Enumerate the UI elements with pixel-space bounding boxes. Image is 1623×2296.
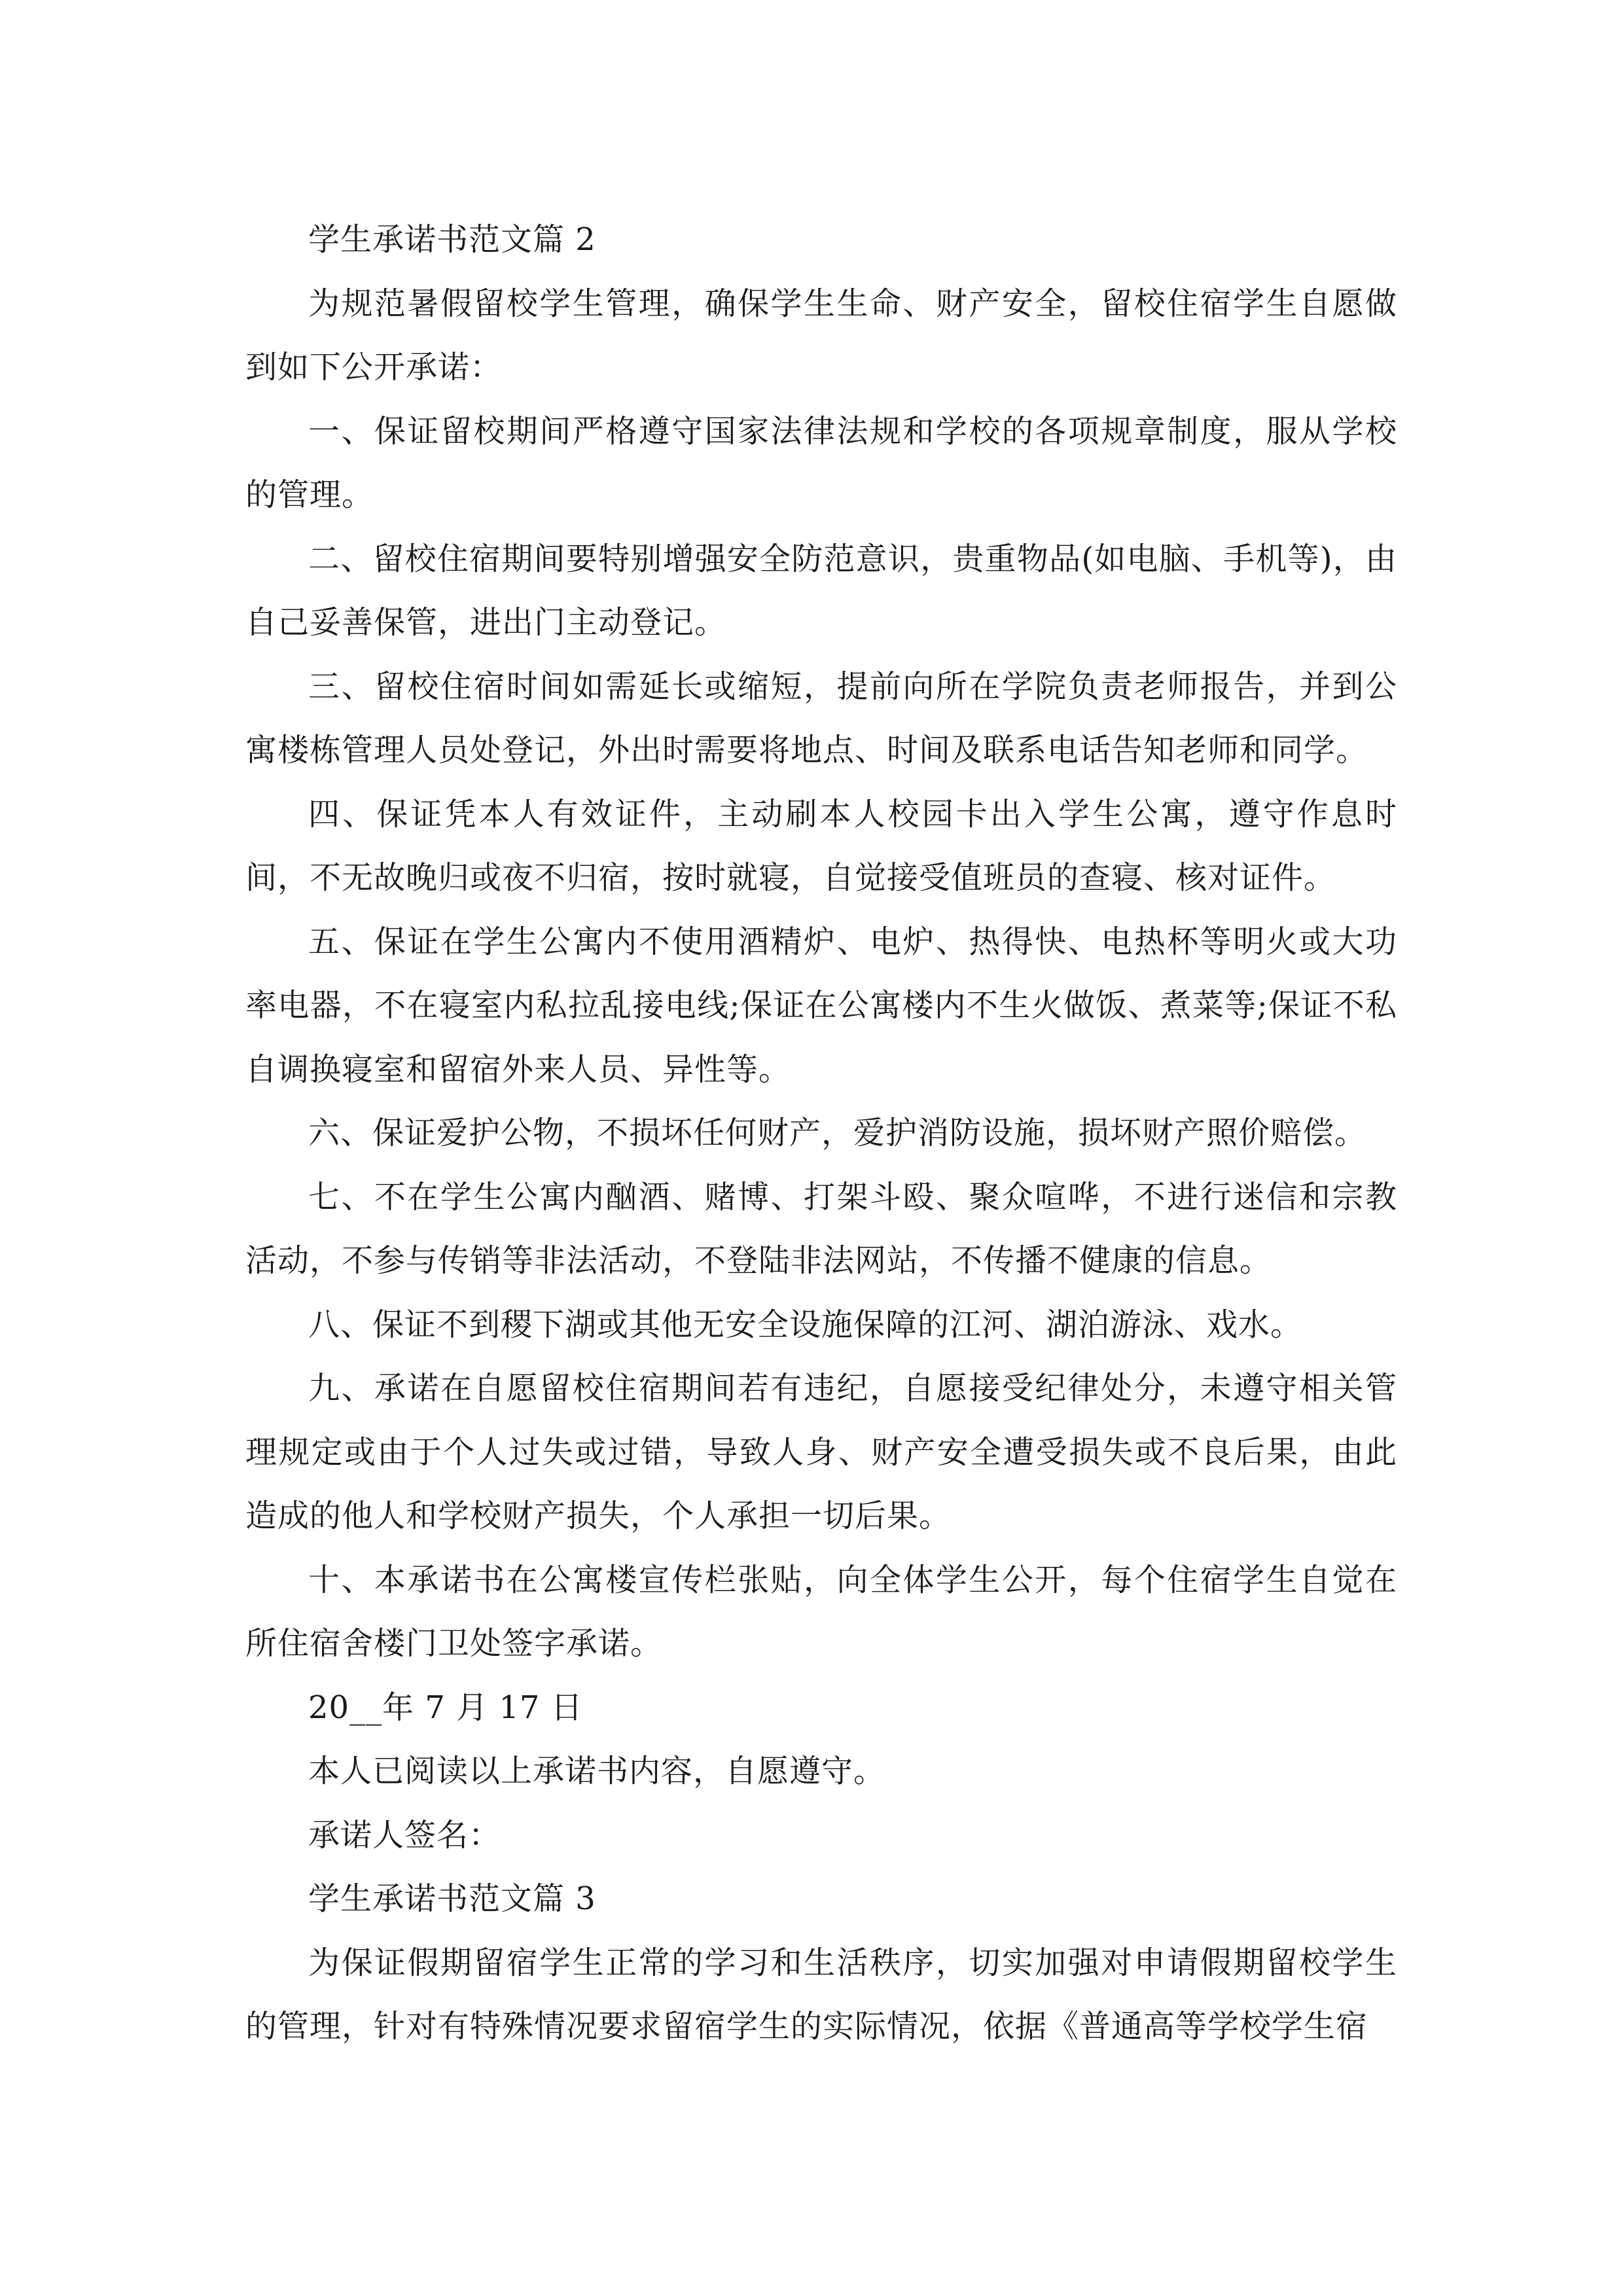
section-heading-2: 学生承诺书范文篇 2	[308, 221, 596, 258]
signature-line: 承诺人签名：	[308, 1816, 501, 1854]
document-body	[245, 208, 1397, 2059]
section-heading-3: 学生承诺书范文篇 3	[308, 1880, 596, 1917]
clause-5: 五、保证在学生公寓内不使用酒精炉、电炉、热得快、电热杯等明火或大功率电器，不在寝室内私拉乱接电线;保证在公寓楼内不生火做饭、煮菜等;保证不私自调换寝室和留宿外来人员、异性等。	[245, 923, 1397, 1088]
clause-2: 二、留校住宿期间要特别增强安全防范意识，贵重物品(如电脑、手机等)，由自己妥善保管，进出门主动登记。	[245, 540, 1397, 641]
section-3-intro: 为保证假期留宿学生正常的学习和生活秩序，切实加强对申请假期留校学生的管理，针对有特殊情况要求留宿学生的实际情况，依据《普通高等学校学生宿	[245, 1944, 1397, 2045]
acknowledgement-line: 本人已阅读以上承诺书内容，自愿遵守。	[308, 1753, 886, 1789]
intro-paragraph: 为规范暑假留校学生管理，确保学生生命、财产安全，留校住宿学生自愿做到如下公开承诺：	[245, 285, 1397, 386]
clause-8: 八、保证不到稷下湖或其他无安全设施保障的江河、湖泊游泳、戏水。	[308, 1306, 1303, 1343]
clause-9: 九、承诺在自愿留校住宿期间若有违纪，自愿接受纪律处分，未遵守相关管理规定或由于个人过失或过错，导致人身、财产安全遭受损失或不良后果，由此造成的他人和学校财产损失，个人承担一切后果。	[245, 1370, 1397, 1534]
clause-10: 十、本承诺书在公寓楼宣传栏张贴，向全体学生公开，每个住宿学生自觉在所住宿舍楼门卫处签字承诺。	[245, 1561, 1397, 1662]
clause-1: 一、保证留校期间严格遵守国家法律法规和学校的各项规章制度，服从学校的管理。	[245, 412, 1397, 513]
clause-7: 七、不在学生公寓内酗酒、赌博、打架斗殴、聚众喧哗，不进行迷信和宗教活动，不参与传销等非法活动，不登陆非法网站，不传播不健康的信息。	[245, 1178, 1397, 1279]
clause-3: 三、留校住宿时间如需延长或缩短，提前向所在学院负责老师报告，并到公寓楼栋管理人员处登记，外出时需要将地点、时间及联系电话告知老师和同学。	[245, 668, 1397, 768]
clause-4: 四、保证凭本人有效证件，主动刷本人校园卡出入学生公寓，遵守作息时间，不无故晚归或夜不归宿，按时就寝，自觉接受值班员的查寝、核对证件。	[245, 795, 1397, 896]
clause-6: 六、保证爱护公物，不损坏任何财产，爱护消防设施，损坏财产照价赔偿。	[308, 1115, 1367, 1151]
date-line: 20__年 7 月 17 日	[308, 1689, 583, 1726]
